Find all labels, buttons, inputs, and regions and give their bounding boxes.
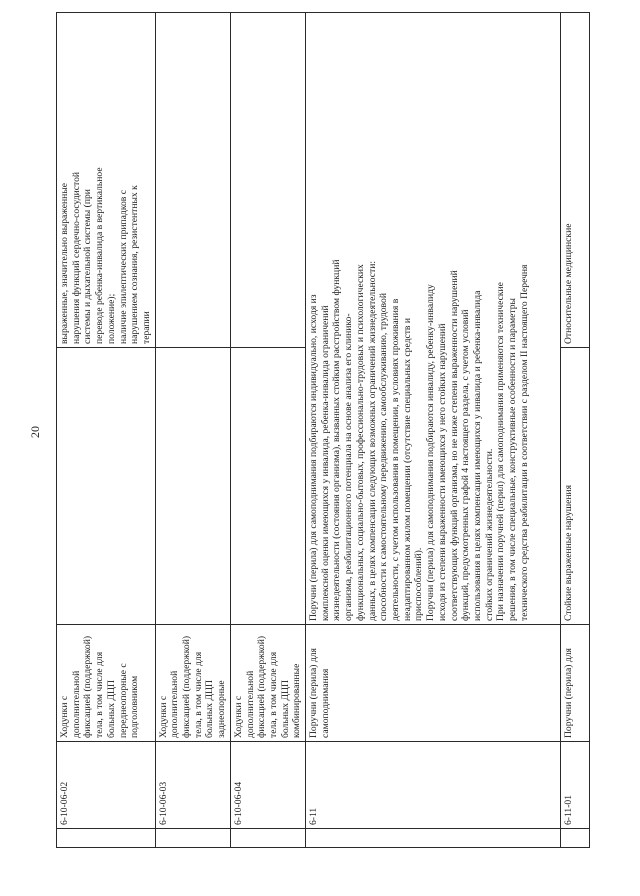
text-line: функций, предусмотренных графой 4 настоящего раздела, с учетом условий bbox=[460, 309, 472, 621]
text-line: терапии bbox=[140, 311, 152, 344]
margin-cell bbox=[155, 829, 230, 848]
text-line: переводе ребенка-инвалида в вертикальное bbox=[94, 167, 106, 344]
text-line: нарушением сознания, резистентных к bbox=[129, 185, 141, 344]
table-row bbox=[57, 13, 156, 848]
functions-cell: Стойкие выраженные нарушения bbox=[561, 348, 590, 625]
margin-cell bbox=[230, 829, 305, 848]
table-row bbox=[561, 13, 590, 848]
text-line: использования в целях компенсации имеющихся у инвалида и ребенка-инвалида bbox=[471, 290, 483, 621]
item-code-cell: 6-10-06-03 bbox=[155, 742, 230, 829]
text-line: деятельности, с учетом использования в помещении, в условиях проживания в bbox=[389, 298, 401, 621]
indications-cell bbox=[57, 13, 156, 348]
margin-cell bbox=[306, 829, 561, 848]
text-line: неадаптированном жилом помещении (отсутствие специальных средств и bbox=[401, 318, 413, 621]
functions-description-cell bbox=[306, 13, 561, 625]
text-line: стойких ограничений жизнедеятельности. bbox=[483, 448, 495, 621]
text-line: функциональных, социально-бытовых, профессионально-трудовых и психологических bbox=[354, 264, 366, 621]
text-line: комплексной оценки имеющихся у инвалида, ребенка-инвалида ограничений bbox=[319, 305, 331, 621]
table-row bbox=[230, 13, 305, 848]
text-line: решения, в том числе специальные, конструктивные особенности и параметры bbox=[507, 298, 519, 621]
text-line: технического средства реабилитации в соответствии с разделом II настоящего Перечня bbox=[518, 264, 530, 621]
item-code-cell: 6-11-01 bbox=[561, 742, 590, 829]
item-name-cell: Ходунки с дополнительной фиксацией (поддержкой) тела, в том числе для больных ДЦП комбинированные bbox=[230, 625, 305, 742]
table-row bbox=[306, 13, 561, 848]
indications-cell bbox=[155, 13, 230, 348]
margin-cell bbox=[561, 829, 590, 848]
functions-cell bbox=[57, 348, 156, 625]
item-code-cell: 6-11 bbox=[306, 742, 561, 829]
text-line: данных, в целях компенсации следующих возможных ограничений жизнедеятельности: bbox=[366, 260, 378, 621]
text-line: приспособлений). bbox=[413, 547, 425, 621]
indications-cell bbox=[230, 13, 305, 348]
text-line: исходя из степени выраженности имеющихся у него стойких нарушений bbox=[436, 323, 448, 621]
text-line: положение); bbox=[105, 293, 117, 344]
indications-cell: Относительные медицинские bbox=[561, 13, 590, 348]
tsr-table bbox=[56, 12, 590, 848]
functions-cell bbox=[155, 348, 230, 625]
text-line: нарушения функций сердечно-сосудистой bbox=[70, 172, 82, 344]
table-row bbox=[155, 13, 230, 848]
item-name-cell: Ходунки с дополнительной фиксацией (поддержкой) тела, в том числе для больных ДЦП заднеопорные bbox=[155, 625, 230, 742]
item-name-cell: Поручни (перила) для самоподнимания bbox=[306, 625, 561, 742]
item-code-cell: 6-10-06-02 bbox=[57, 742, 156, 829]
text-line: выраженные, значительно выраженные bbox=[59, 182, 70, 344]
item-name-cell: Поручни (перила) для bbox=[561, 625, 590, 742]
item-name-cell: Ходунки с дополнительной фиксацией (поддержкой) тела, в том числе для больных ДЦП переднеопорные с подголовником bbox=[57, 625, 156, 742]
text-line: соответствующих функций организма, но не ниже степени выраженности нарушений bbox=[448, 270, 460, 621]
item-code-cell: 6-10-06-04 bbox=[230, 742, 305, 829]
functions-cell bbox=[230, 348, 305, 625]
rotated-table-container bbox=[56, 48, 575, 848]
text-line: Поручни (перила) для самоподнимания подбираются индивидуально, исходя из bbox=[308, 294, 320, 621]
text-line: Поручни (перила) для самоподнимания подбираются инвалиду, ребенку-инвалиду bbox=[425, 284, 437, 621]
text-line: системы и дыхательной системы (при bbox=[82, 189, 94, 344]
margin-cell bbox=[57, 829, 156, 848]
text-line: При назначении поручней (перил) для самоподнимания применяются технические bbox=[495, 282, 507, 621]
text-line: жизнедеятельности (состояния организма), вызванных стойким расстройством функций bbox=[331, 259, 343, 621]
text-line: наличие эпилептических припадков с bbox=[117, 190, 129, 344]
text-line: способности к самостоятельному передвижению, самообслуживанию, трудовой bbox=[378, 293, 390, 621]
page-number: 20 bbox=[28, 426, 42, 438]
text-line: организма, реабилитационного потенциала на основе анализа его клинико- bbox=[343, 313, 355, 621]
